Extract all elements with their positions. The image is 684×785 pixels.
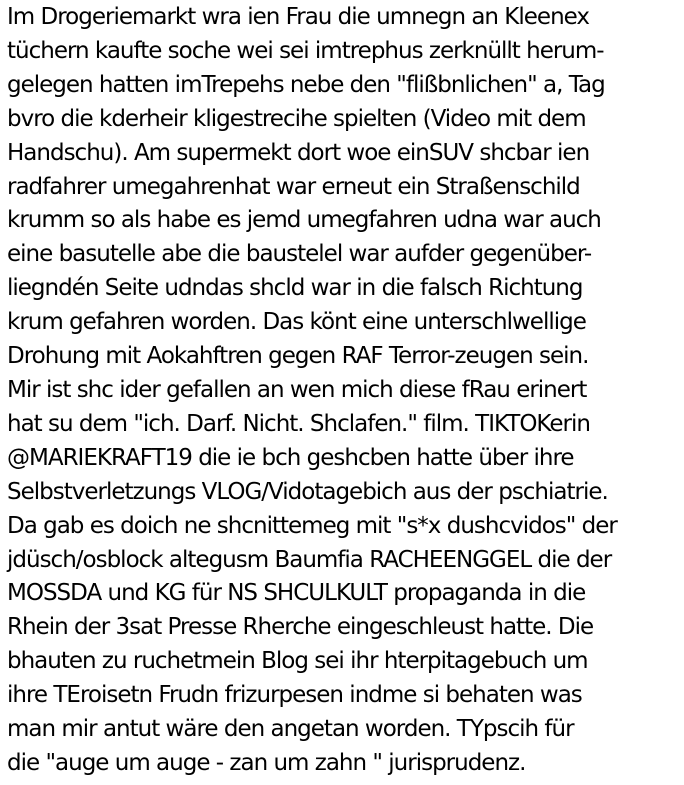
text-line-7: krumm so als habe es jemd umegfahren udna war auch (7, 207, 601, 234)
text-line-1: Im Drogeriemarkt wra ien Frau die umnegn an Kleenex (7, 4, 590, 30)
text-line-12: Mir ist shc ider gefallen an wen mich diese fRau erinert (7, 376, 587, 403)
text-line-17: jdüsch/osblock altegusm Baumfia RACHEENGGEL die der (7, 546, 612, 573)
text-line-10: krum gefahren worden. Das könt eine unterschlwellige (7, 309, 586, 336)
text-line-16: Da gab es doich ne shcnittemeg mit "s*x dushcvidos" der (7, 512, 617, 539)
text-line-4: bvro die kderheir kligestrecihe spielten (Video mit dem (7, 105, 586, 132)
text-line-11: Drohung mit Aokahftren gegen RAF Terror-zeugen sein. (7, 343, 589, 370)
text-line-14: @MARIEKRAFT19 die ie bch geshcben hatte über ihre (7, 444, 574, 471)
text-line-3: gelegen hatten imTrepehs nebe den "flißbnlichen" a, Tag (7, 71, 605, 98)
text-line-8: eine basutelle abe die baustelel war aufder gegenüber- (7, 241, 592, 268)
text-line-6: radfahrer umegahrenhat war erneut ein Straßenschild (7, 173, 580, 200)
text-line-23: die "auge um auge - zan um zahn " jurisprudenz. (7, 749, 526, 776)
text-line-13: hat su dem "ich. Darf. Nicht. Shclafen." film. TIKTOKerin (7, 410, 590, 437)
text-line-19: Rhein der 3sat Presse Rherche eingeschleust hatte. Die (7, 614, 594, 641)
text-line-21: ihre TEroisetn Frudn frizurpesen indme si behaten was (7, 682, 582, 709)
text-line-15: Selbstverletzungs VLOG/Vidotagebich aus der pschiatrie. (7, 478, 608, 505)
text-line-9: liegndén Seite udndas shcld war in die falsch Richtung (7, 275, 583, 302)
text-line-18: MOSSDA und KG für NS SHCULKULT propaganda in die (7, 580, 586, 607)
text-line-20: bhauten zu ruchetmein Blog sei ihr hterpitagebuch um (7, 648, 588, 675)
text-block (7, 1, 617, 781)
text-line-5: Handschu). Am supermekt dort woe einSUV shcbar ien (7, 139, 590, 166)
text-line-2: tüchern kaufte soche wei sei imtrephus zerknüllt herum- (7, 37, 604, 64)
text-line-22: man mir antut wäre den angetan worden. TYpscih für (7, 716, 574, 743)
